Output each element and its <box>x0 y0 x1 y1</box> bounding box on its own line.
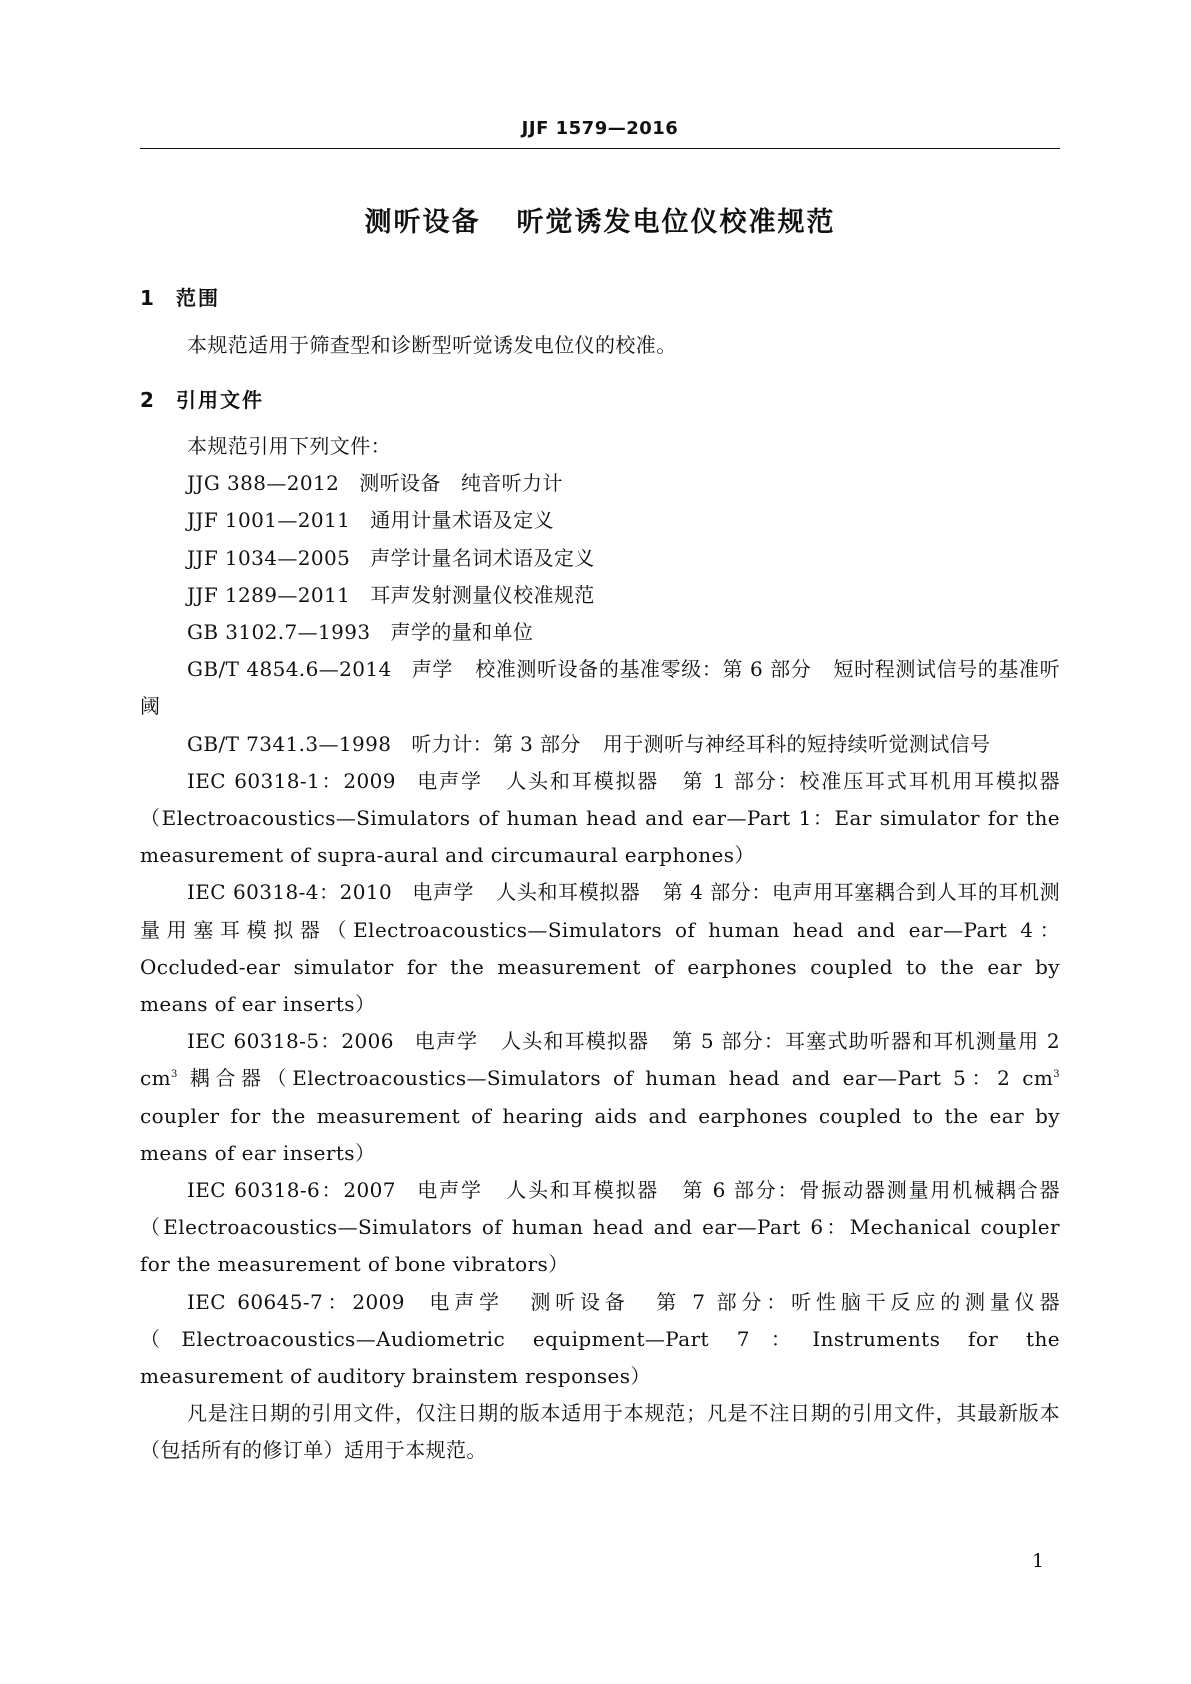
reference-item <box>140 465 1060 502</box>
reference-title: 第 1 部分：校准压耳式耳机用耳模拟器（Electroacoustics—Simulators of human head and ear—Part 1：Ear simulator for the measurement of supra-aural and circumaural earphones） <box>140 768 1060 868</box>
reference-item <box>140 540 1060 577</box>
section-title: 范围 <box>176 286 220 310</box>
reference-item <box>140 1172 1060 1284</box>
reference-title: 耳声发射测量仪校准规范 <box>370 582 595 607</box>
scope-paragraph <box>140 327 1060 364</box>
reference-title: 电声学 <box>412 880 475 905</box>
reference-title: 电声学 <box>415 1178 483 1203</box>
references-intro: 本规范引用下列文件： <box>187 434 391 458</box>
reference-code: IEC 60318-5：2006 <box>187 1029 394 1054</box>
title-part-1: 测听设备 <box>364 207 481 238</box>
reference-title: 通用计量术语及定义 <box>370 508 554 533</box>
reference-title: 人头和耳模拟器 <box>504 1178 660 1203</box>
reference-title: 校准测听设备的基准零级：第 6 部分 <box>475 657 812 682</box>
reference-item <box>140 651 1060 725</box>
closing-paragraph: 凡是注日期的引用文件，仅注日期的版本适用于本规范；凡是不注日期的引用文件，其最新版本（包括所有的修订单）适用于本规范。 <box>140 1401 1060 1463</box>
reference-item <box>140 726 1060 763</box>
reference-item <box>140 1284 1060 1396</box>
scope-text: 本规范适用于筛查型和诊断型听觉诱发电位仪的校准。 <box>187 333 677 357</box>
reference-title: coupler for the measurement of hearing aids and earphones coupled to the ear by means of ear inserts） <box>140 1103 1060 1165</box>
reference-title: 第 5 部分：耳塞式助听器和耳机测量用 2 cm <box>140 1029 1060 1091</box>
section-number: 2 <box>140 388 156 412</box>
reference-code: GB 3102.7—1993 <box>187 620 371 645</box>
reference-item <box>140 614 1060 651</box>
reference-item <box>140 502 1060 539</box>
section-2-heading <box>140 384 264 413</box>
section-number: 1 <box>140 286 156 310</box>
reference-title: 第 7 部分：听性脑干反应的测量仪器（Electroacoustics—Audiometric equipment—Part 7：Instruments for the measurement of auditory brainstem responses） <box>140 1289 1060 1389</box>
reference-title: 测听设备 <box>359 471 441 496</box>
reference-code: IEC 60645-7：2009 <box>187 1289 405 1314</box>
document-code-header: JJF 1579—2016 <box>521 118 679 139</box>
page-number: 1 <box>1032 1550 1045 1572</box>
reference-code: GB/T 4854.6—2014 <box>187 657 392 682</box>
reference-title: 声学的量和单位 <box>390 620 534 645</box>
reference-item <box>140 577 1060 614</box>
reference-title: 声学 <box>411 657 454 682</box>
header-rule <box>140 148 1060 149</box>
reference-title: 人头和耳模拟器 <box>496 880 641 905</box>
section-1-heading <box>140 282 220 311</box>
references-list <box>140 428 1060 1470</box>
superscript: 3 <box>170 1069 178 1081</box>
reference-title: 第 6 部分：骨振动器测量用机械耦合器（Electroacoustics—Simulators of human head and ear—Part 6：Mechanical coupler for the measurement of bone vibrators） <box>140 1178 1060 1277</box>
reference-code: JJF 1001—2011 <box>187 508 351 533</box>
reference-code: IEC 60318-4：2010 <box>187 880 393 905</box>
reference-title: 电声学 <box>424 1289 504 1314</box>
title-part-2: 听觉诱发电位仪校准规范 <box>516 207 836 238</box>
reference-code: GB/T 7341.3—1998 <box>187 731 392 756</box>
reference-code: JJG 388—2012 <box>187 471 340 496</box>
reference-title: 纯音听力计 <box>460 471 563 496</box>
reference-title: 第 4 部分：电声用耳塞耦合到人耳的耳机测量用塞耳模拟器（Electroacoustics—Simulators of human head and ear—Part 4：Occluded-ear simulator for the measurement of earphones coupled to the ear by means of ear inserts） <box>140 880 1060 1017</box>
reference-title: 测听设备 <box>525 1289 630 1314</box>
reference-title: 电声学 <box>415 768 483 793</box>
reference-title: 人头和耳模拟器 <box>504 768 660 793</box>
reference-title: 电声学 <box>413 1029 479 1054</box>
reference-title: 听力计：第 3 部分 <box>411 731 581 756</box>
reference-title: 用于测听与神经耳科的短持续听觉测试信号 <box>602 731 991 756</box>
reference-code: JJF 1034—2005 <box>187 545 351 570</box>
reference-item <box>140 874 1060 1023</box>
reference-title: 声学计量名词术语及定义 <box>370 545 595 570</box>
reference-code: IEC 60318-1：2009 <box>187 768 396 793</box>
reference-code: JJF 1289—2011 <box>187 582 351 607</box>
section-title: 引用文件 <box>176 388 264 412</box>
reference-title: 短时程测试信号的基准听阈 <box>140 657 1060 719</box>
superscript: 3 <box>1053 1069 1060 1081</box>
document-title <box>140 200 1060 239</box>
reference-title: 耦合器（Electroacoustics—Simulators of human head and ear—Part 5：2 cm <box>177 1066 1054 1091</box>
reference-item <box>140 763 1060 875</box>
reference-title: 人头和耳模拟器 <box>500 1029 650 1054</box>
reference-code: IEC 60318-6：2007 <box>187 1178 396 1203</box>
reference-item <box>140 1023 1060 1172</box>
